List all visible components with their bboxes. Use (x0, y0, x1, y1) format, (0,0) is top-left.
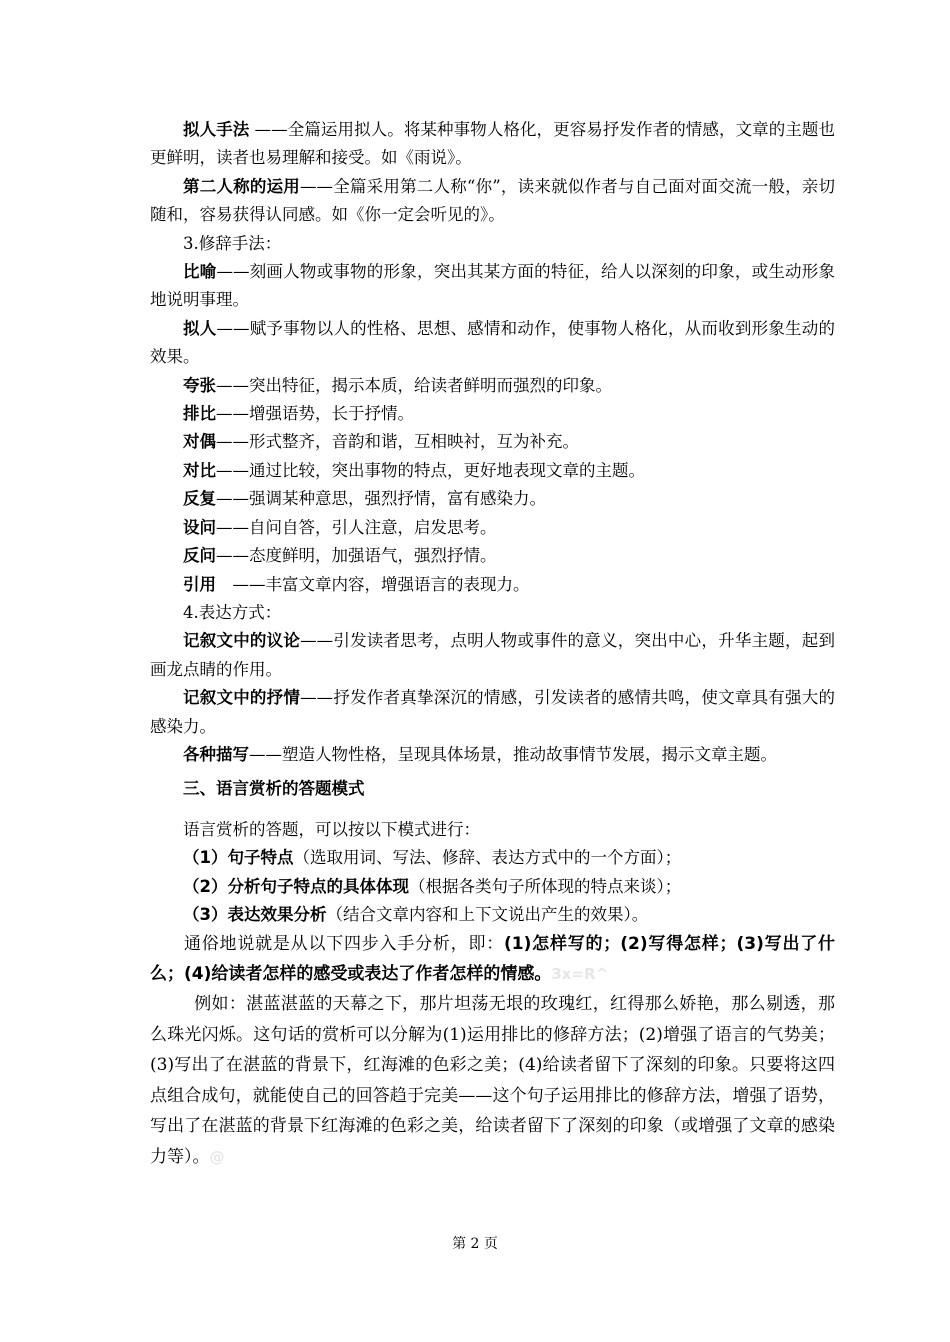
paragraph (150, 116, 835, 173)
item-term: （1）句子特点 (183, 848, 294, 868)
summary-steps: (1)怎样写的；(2)写得怎样；(3)写出了什么；(4)给读者怎样的感受或表达了作者怎样的情感。 (150, 934, 836, 985)
paragraph (150, 542, 835, 570)
answer-mode-list (150, 844, 835, 929)
term-label: 对比 (183, 460, 216, 480)
paragraph-text: ——全篇运用拟人。将某种事物人格化，更容易抒发作者的情感，文章的主题也更鲜明，读者也易理解和接受。如《雨说》。 (150, 120, 835, 168)
paragraph (150, 485, 835, 513)
paragraph-text: ——突出特征，揭示本质，给读者鲜明而强烈的印象。 (216, 375, 612, 395)
paragraph (150, 173, 835, 230)
paragraph-text: ——增强语势，长于抒情。 (216, 404, 414, 424)
paragraph (150, 627, 835, 684)
document-body (150, 116, 835, 1172)
watermark-text: 3x=R^ (551, 965, 609, 984)
example-paragraph (150, 989, 835, 1172)
paragraph (150, 400, 835, 428)
paragraph-text: ——通过比较，突出事物的特点，更好地表现文章的主题。 (216, 460, 645, 480)
paragraph-text: 3.修辞手法： (183, 233, 282, 253)
paragraph-text: ——引发读者思考，点明人物或事件的意义，突出中心，升华主题，起到画龙点睛的作用。 (150, 631, 836, 679)
paragraph (150, 315, 835, 372)
paragraph (150, 571, 835, 599)
term-label: 设问 (183, 517, 216, 537)
item-text: （结合文章内容和上下文说出产生的效果）。 (326, 904, 649, 924)
term-label: 拟人 (183, 318, 217, 338)
term-label: 记叙文中的议论 (183, 631, 301, 651)
watermark-mark: @ (209, 1147, 225, 1166)
item-text: （选取用词、写法、修辞、表达方式中的一个方面）； (293, 848, 682, 868)
paragraph-text: ——丰富文章内容，增强语言的表现力。 (216, 574, 530, 594)
term-label: 排比 (183, 404, 216, 424)
paragraph-text: ——态度鲜明，加强语气，强烈抒情。 (216, 546, 497, 566)
paragraph-text: ——刻画人物或事物的形象，突出其某方面的特征，给人以深刻的印象，或生动形象地说明事理。 (150, 262, 836, 310)
summary-prefix: 通俗地说就是从以下四步入手分析，即： (184, 934, 505, 955)
term-label: 第二人称的运用 (183, 176, 300, 196)
paragraph-text: ——强调某种意思，强烈抒情，富有感染力。 (216, 489, 546, 509)
term-label: 引用 (183, 574, 216, 594)
answer-mode-item (150, 873, 835, 901)
paragraph-text: ——抒发作者真挚深沉的情感，引发读者的感情共鸣，使文章具有强大的感染力。 (150, 688, 836, 736)
term-label: 对偶 (183, 432, 216, 452)
paragraph (150, 258, 835, 315)
paragraph-text: ——全篇采用第二人称“你”，读来就似作者与自己面对面交流一般，亲切随和，容易获得认同感。如《你一定会听见的》。 (150, 176, 835, 225)
item-term: （3）表达效果分析 (183, 904, 327, 924)
paragraph-text: ——赋予事物以人的性格、思想、感情和动作，使事物人格化，从而收到形象生动的效果。 (150, 318, 836, 367)
paragraph-text: ——自问自答，引人注意，启发思考。 (216, 517, 497, 537)
section-heading: 三、语言赏析的答题模式 (183, 779, 365, 799)
summary-paragraph (150, 929, 835, 989)
answer-mode-item (150, 844, 835, 872)
paragraph (150, 372, 835, 400)
term-label: 各种描写 (183, 744, 249, 764)
paragraph (150, 599, 835, 627)
paragraph-text: ——塑造人物性格，呈现具体场景，推动故事情节发展，揭示文章主题。 (249, 744, 777, 764)
paragraph (150, 684, 835, 741)
term-label: 反问 (183, 546, 216, 566)
term-label: 比喻 (183, 262, 217, 282)
paragraph (150, 741, 835, 769)
term-label: 记叙文中的抒情 (183, 688, 301, 708)
paragraph (150, 428, 835, 456)
answer-mode-item (150, 901, 835, 929)
page-number: 第 2 页 (452, 1236, 498, 1252)
paragraph (150, 230, 835, 258)
paragraph (150, 514, 835, 542)
paragraph-text: 4.表达方式： (183, 602, 282, 622)
paragraph-list (150, 116, 835, 769)
paragraph-text: ——形式整齐，音韵和谐，互相映衬，互为补充。 (216, 432, 579, 452)
term-label: 拟人手法 (183, 120, 250, 139)
section-intro: 语言赏析的答题，可以按以下模式进行： (183, 819, 480, 839)
example-text: 例如：湛蓝湛蓝的天幕之下，那片坦荡无垠的玫瑰红，红得那么娇艳，那么剔透，那么珠光闪烁。这句话的赏析可以分解为(1)运用排比的修辞方法；(2)增强了语言的气势美；(3)写出了在湛蓝的背景下，红海滩的色彩之美；(4)给读者留下了深刻的印象。只要将这四点组合成句，就能使自己的回答趋于完美——这个句子运用排比的修辞方法，增强了语势，写出了在湛蓝的背景下红海滩的色彩之美，给读者留下了深刻的印象（或增强了文章的感染力等）。 (150, 994, 835, 1167)
item-text: （根据各类句子所体现的特点来谈）； (408, 876, 682, 896)
term-label: 夸张 (183, 375, 216, 395)
paragraph (150, 457, 835, 485)
item-term: （2）分析句子特点的具体体现 (183, 876, 409, 896)
term-label: 反复 (183, 489, 216, 509)
